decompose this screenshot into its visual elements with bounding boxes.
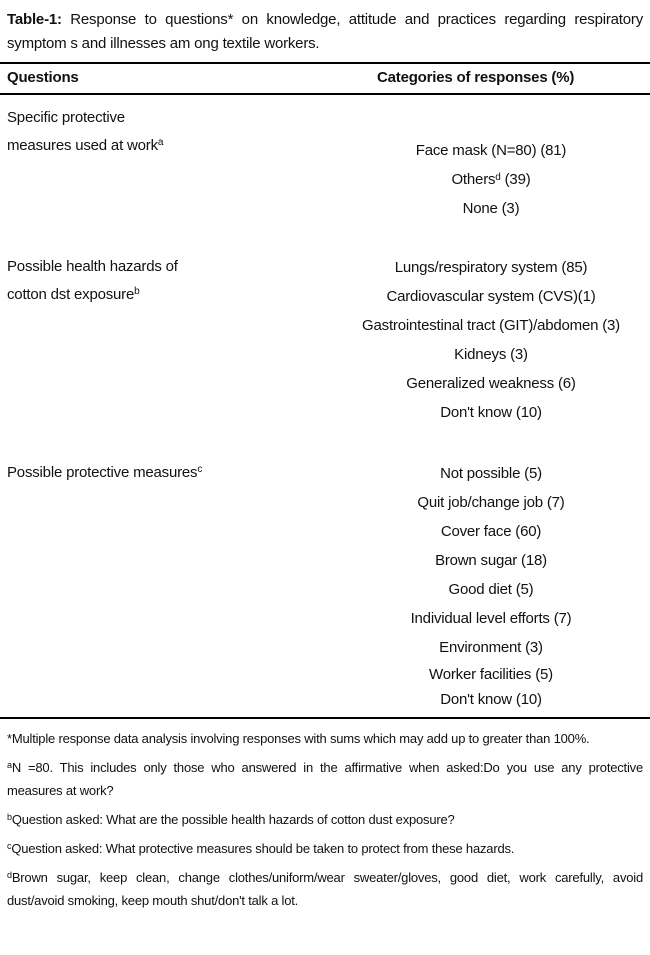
- footnote-d: $^d$Brown sugar, keep clean, change clothes/uniform/wear sweater/gloves, good diet, work carefully, avoid dust/avoid smoking, keep mouth shut/don't talk a lot.: [7, 870, 643, 908]
- response-item: Environment (3): [439, 639, 543, 656]
- footnote-star: *Multiple response data analysis involving responses with sums which may add up to greater than 100%.: [7, 731, 590, 746]
- question-protective-measures-used: [7, 104, 163, 160]
- response-item: Not possible (5): [440, 465, 542, 482]
- question-possible-protective-measures: [7, 459, 202, 487]
- response-item: Cover face (60): [440, 523, 542, 540]
- footnote-mark: c: [7, 841, 12, 851]
- response-item: None (3): [462, 200, 520, 217]
- response-item: Gastrointestinal tract (GIT)/abdomen (3): [362, 317, 620, 334]
- caption-text: Response to questions* on knowledge, attitude and practices regarding respiratory symptom s and illnesses am ong textile workers.: [7, 11, 643, 52]
- footnote-mark: a: [157, 137, 164, 148]
- response-item: Cardiovascular system (CVS)(1): [386, 288, 596, 305]
- question-health-hazards: [7, 253, 178, 309]
- responses-protective-measures-used: [300, 136, 650, 223]
- responses-health-hazards: [300, 253, 650, 427]
- question-line: cotton dst exposure$^b$: [7, 286, 140, 303]
- footnote-mark: b: [7, 812, 12, 822]
- header-categories: Categories of responses (%): [377, 69, 575, 86]
- responses-possible-protective-measures: [300, 459, 650, 712]
- response-item: Generalized weakness (6): [406, 375, 576, 392]
- top-rule: [0, 62, 650, 64]
- response-item: Worker facilities (5): [429, 666, 553, 683]
- footnote-mark: d: [7, 870, 12, 880]
- footnote-a: $^a$N =80. This includes only those who answered in the affirmative when asked:Do you use any protective measures at work?: [7, 760, 643, 798]
- footnote-mark: b: [134, 286, 140, 297]
- caption-label: Table-1:: [7, 11, 62, 28]
- footnote-b: $^b$Question asked: What are the possible health hazards of cotton dust exposure?: [7, 812, 455, 827]
- footnote-mark: d: [495, 172, 501, 183]
- response-item: Others$^d$ (39): [451, 171, 531, 188]
- question-line: Possible protective measures$^c$: [7, 464, 203, 481]
- response-item: Individual level efforts (7): [410, 610, 572, 627]
- question-line: measures used at work$^a$: [7, 137, 164, 154]
- question-line: Specific protective: [7, 109, 125, 126]
- footnote-c: $^c$Question asked: What protective measures should be taken to protect from these hazards.: [7, 841, 515, 856]
- question-line: Possible health hazards of: [7, 258, 178, 275]
- footnote-mark: c: [197, 464, 203, 475]
- header-rule: [0, 93, 650, 95]
- response-item: Kidneys (3): [454, 346, 528, 363]
- response-item: Good diet (5): [448, 581, 534, 598]
- table-caption: [7, 8, 643, 56]
- response-item: Lungs/respiratory system (85): [394, 259, 588, 276]
- response-item: Face mask (N=80) (81): [415, 142, 567, 159]
- response-item: Quit job/change job (7): [417, 494, 565, 511]
- footnote-mark: a: [7, 760, 12, 770]
- response-item: Brown sugar (18): [435, 552, 547, 569]
- bottom-rule: [0, 717, 650, 719]
- header-questions: Questions: [7, 69, 79, 86]
- response-item: Don't know (10): [440, 691, 542, 708]
- table-footnotes: [7, 727, 643, 918]
- response-item: Don't know (10): [440, 404, 542, 421]
